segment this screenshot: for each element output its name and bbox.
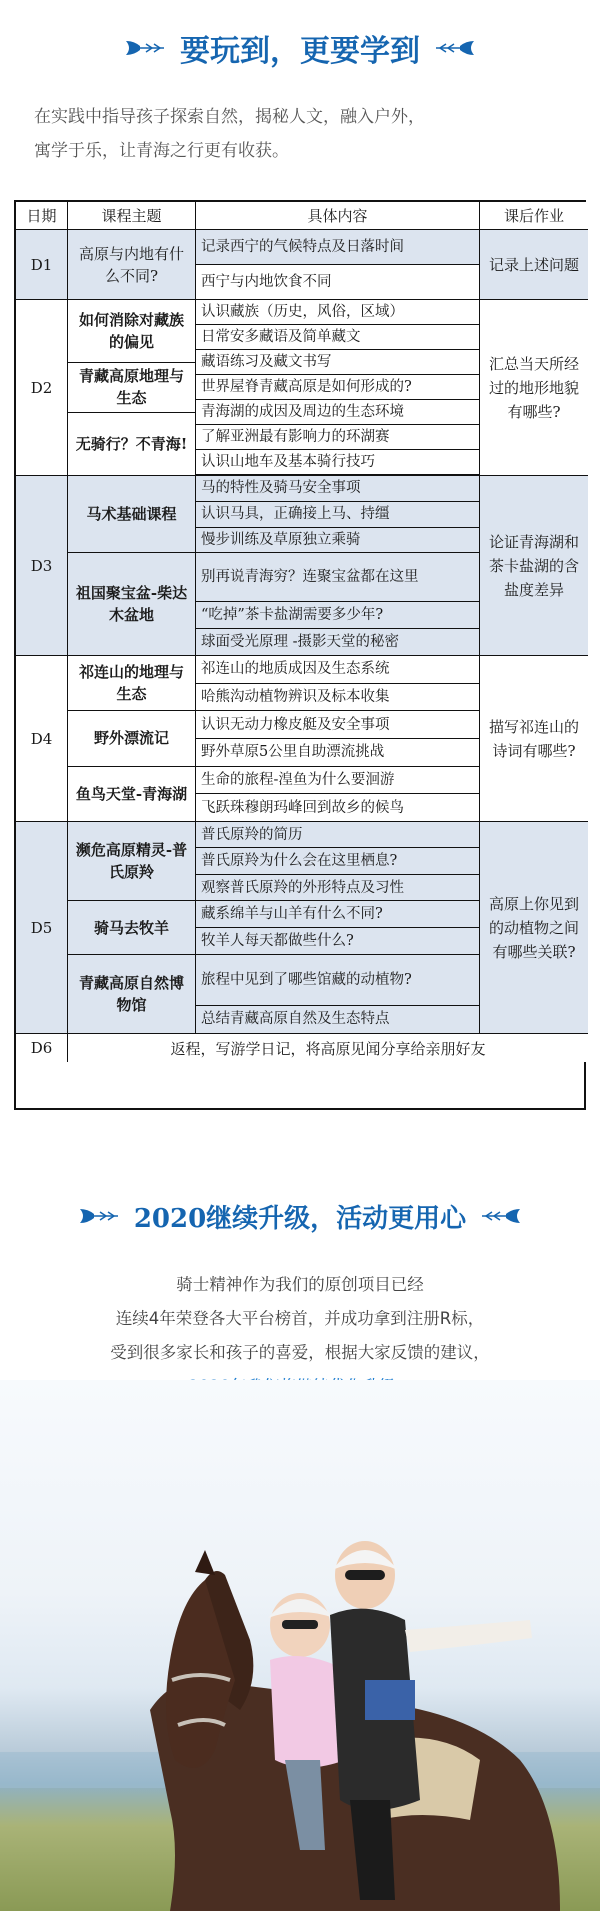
section2-title: 2020继续升级，活动更用心 (133, 1203, 467, 1234)
contents-d3 (196, 476, 480, 656)
day-d6: D6 (16, 1034, 68, 1062)
content-item: 日常安多藏语及简单藏文 (196, 325, 479, 350)
content-item: 西宁与内地饮食不同 (201, 274, 332, 290)
content-item: 哈熊沟动植物辨识及标本收集 (201, 689, 390, 705)
content-group (196, 375, 479, 425)
topics-d1 (68, 230, 196, 300)
topic-title: 高原与内地有什么不同? (78, 244, 184, 285)
content-group (196, 300, 479, 375)
horse-riding-photo (0, 1380, 600, 1911)
content-item: “吃掉”茶卡盐湖需要多少年? (196, 602, 479, 629)
content-item: 别再说青海穷？连聚宝盆都在这里 (196, 553, 479, 602)
content-item: 马的特性及骑马安全事项 (196, 476, 479, 502)
content-group (196, 425, 479, 476)
topic-title: 青藏高原自然博物馆 (78, 973, 184, 1014)
fish-ornament-left-icon (78, 1205, 120, 1227)
header-topic: 课程主题 (68, 202, 196, 230)
homework-d3: 论证青海湖和茶卡盐湖的含盐度差异 (480, 476, 588, 656)
content-item: 旅程中见到了哪些馆藏的动植物? (196, 955, 479, 1006)
content-item: 总结青藏高原自然及生态特点 (201, 1011, 390, 1028)
content-item: 飞跃珠穆朗玛峰回到故乡的候鸟 (201, 799, 404, 816)
homework-d1: 记录上述问题 (480, 230, 588, 300)
contents-d2 (196, 300, 480, 476)
content-item: 生命的旅程-湟鱼为什么要洄游 (196, 767, 479, 795)
content-item: 慢步训练及草原独立乘骑 (201, 531, 361, 548)
content-group (196, 656, 479, 711)
day-d5: D5 (16, 822, 68, 1034)
fish-ornament-right-icon (434, 37, 476, 59)
content-group (196, 476, 479, 553)
content-item: 认识无动力橡皮艇及安全事项 (196, 711, 479, 739)
header-homework: 课后作业 (480, 202, 588, 230)
day-d4: D4 (16, 656, 68, 822)
intro-line: 寓学于乐，让青海之行更有收获。 (34, 141, 289, 161)
content-group (196, 767, 479, 821)
content-item: 世界屋脊青藏高原是如何形成的? (196, 375, 479, 400)
section2-heading (0, 1196, 600, 1236)
contents-d4 (196, 656, 480, 822)
final-day-text: 返程，写游学日记，将高原见闻分享给亲朋好友 (68, 1034, 588, 1062)
topic-title: 无骑行？不青海! (75, 435, 188, 454)
header-date: 日期 (16, 202, 68, 230)
topic-title: 如何消除对藏族的偏见 (68, 300, 195, 363)
intro-line: 在实践中指导孩子探索自然，揭秘人文，融入户外， (34, 107, 425, 127)
topic-title: 骑马去牧羊 (68, 901, 195, 954)
contents-d1 (196, 230, 480, 300)
section1-title: 要玩到，更要学到 (180, 34, 420, 69)
homework-d2: 汇总当天所经过的地形地貌有哪些? (480, 300, 588, 476)
day-d3: D3 (16, 476, 68, 656)
fish-ornament-right-icon (480, 1205, 522, 1227)
content-item: 祁连山的地质成因及生态系统 (196, 656, 479, 684)
topic-title: 马术基础课程 (68, 476, 195, 553)
schedule-table (14, 200, 586, 1110)
day-d1: D1 (16, 230, 68, 300)
content-item: 野外草原5公里自助漂流挑战 (201, 744, 385, 761)
content-item: 普氏原羚为什么会在这里栖息? (196, 848, 479, 874)
content-group (196, 901, 479, 954)
fish-ornament-left-icon (124, 37, 166, 59)
content-item: 普氏原羚的简历 (196, 822, 479, 848)
content-group (196, 955, 479, 1033)
homework-d5: 高原上你见到的动植物之间有哪些关联? (480, 822, 588, 1034)
section1-heading (0, 26, 600, 70)
topics-d2 (68, 300, 196, 476)
para-line: 骑士精神作为我们的原创项目已经 (176, 1275, 424, 1294)
topics-d5 (68, 822, 196, 1034)
content-item: 藏语练习及藏文书写 (201, 354, 332, 370)
content-group (196, 711, 479, 766)
day-d2: D2 (16, 300, 68, 476)
content-item: 认识马具，正确接上马、持缰 (196, 502, 479, 528)
content-group (196, 553, 479, 655)
section1-intro (34, 100, 574, 168)
contents-d5 (196, 822, 480, 1034)
content-item: 球面受光原理 -摄影天堂的秘密 (201, 634, 400, 651)
topics-d3 (68, 476, 196, 656)
topic-title: 鱼鸟天堂-青海湖 (75, 784, 188, 803)
content-item: 牧羊人每天都做些什么? (201, 932, 354, 949)
para-line: 连续4年荣登各大平台榜首，并成功拿到注册R标， (115, 1309, 485, 1328)
content-item: 藏系绵羊与山羊有什么不同? (196, 901, 479, 928)
content-group (196, 822, 479, 901)
para-line: 受到很多家长和孩子的喜爱，根据大家反馈的建议， (110, 1343, 490, 1362)
riders-on-horse-illustration (0, 1380, 600, 1911)
topic-title: 祁连山的地理与生态 (68, 656, 195, 711)
topics-d4 (68, 656, 196, 822)
header-content: 具体内容 (196, 202, 480, 230)
topic-title: 濒危高原精灵-普氏原羚 (68, 822, 195, 901)
content-item: 认识藏族（历史，风俗，区域） (196, 300, 479, 325)
content-item: 认识山地车及基本骑行技巧 (196, 450, 479, 475)
content-item: 观察普氏原羚的外形特点及习性 (201, 879, 404, 896)
topic-title: 青藏高原地理与生态 (68, 363, 195, 413)
content-group (196, 230, 479, 299)
content-item: 记录西宁的气候特点及日落时间 (196, 230, 479, 265)
content-item: 了解亚洲最有影响力的环湖赛 (196, 425, 479, 450)
homework-d4: 描写祁连山的诗词有哪些? (480, 656, 588, 822)
content-item: 青海湖的成因及周边的生态环境 (201, 404, 404, 420)
topic-title: 祖国聚宝盆-柴达木盆地 (75, 584, 188, 625)
topic-title: 野外漂流记 (68, 711, 195, 766)
